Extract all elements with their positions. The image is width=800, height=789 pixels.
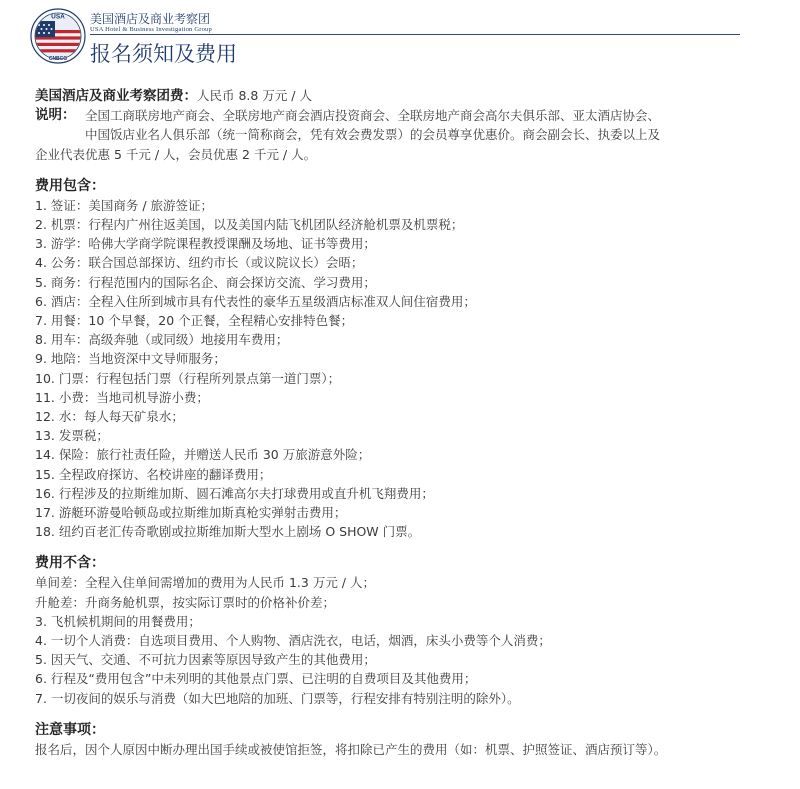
note-label: 说明：	[35, 107, 76, 124]
list-item: 11. 小费：当地司机导游小费；	[35, 389, 209, 405]
list-item: 6. 酒店：全程入住所到城市具有代表性的豪华五星级酒店标准双人间住宿费用；	[35, 293, 476, 309]
list-item: 升舱差：升商务舱机票，按实际订票时的价格补价差；	[35, 594, 336, 610]
page-header	[30, 8, 790, 70]
fee-line	[35, 86, 790, 106]
list-item: 13. 发票税；	[35, 428, 109, 444]
list-item: 10. 门票：行程包括门票（行程所列景点第一道门票）；	[35, 370, 341, 386]
list-item: 3. 游学：哈佛大学商学院课程教授课酬及场地、证书等费用；	[35, 236, 376, 252]
list-item: 7. 一切夜间的娱乐与消费（如大巴地陪的加班、门票等，行程安排有特别注明的除外）。	[35, 690, 520, 706]
main-content	[35, 86, 790, 759]
note-text	[85, 106, 790, 144]
list-item: 5. 因天气、交通、不可抗力因素等原因导致产生的其他费用；	[35, 652, 376, 668]
list-item: 9. 地陪：当地资深中文导师服务；	[35, 351, 226, 367]
list-item: 4. 公务：联合国总部探访、纽约市长（或议院议长）会晤；	[35, 255, 364, 271]
list-item: 6. 行程及“费用包含”中未列明的其他景点门票、已注明的自费项目及其他费用；	[35, 671, 477, 687]
logo-usa-text: USA	[51, 13, 65, 21]
list-item: 14. 保险：旅行社责任险，并赠送人民币 30 万旅游意外险；	[35, 447, 371, 463]
list-item: 单间差：全程入住单间需增加的费用为人民币 1.3 万元 / 人；	[35, 575, 375, 591]
note-line: 全国工商联房地产商会、全联房地产商会酒店投资商会、全联房地产商会高尔夫俱乐部、亚太酒店协会、	[85, 108, 661, 124]
excluded-list	[35, 573, 790, 707]
list-item: 12. 水：每人每天矿泉水；	[35, 409, 184, 425]
fee-label: 美国酒店及商业考察团费：	[35, 88, 197, 104]
note-block	[35, 106, 790, 144]
page-title: 报名须知及费用	[90, 42, 237, 66]
list-item: 17. 游艇环游曼哈顿岛或拉斯维加斯真枪实弹射击费用；	[35, 505, 347, 521]
list-item: 18. 纽约百老汇传奇歌剧或拉斯维加斯大型水上剧场 O SHOW 门票。	[35, 524, 421, 540]
org-name-en: USA Hotel & Business Investigation Group	[90, 26, 212, 33]
list-item: 7. 用餐：10 个早餐，20 个正餐，全程精心安排特色餐；	[35, 313, 354, 329]
note-line: 企业代表优惠 5 千元 / 人，会员优惠 2 千元 / 人。	[35, 146, 317, 162]
list-item: 8. 用车：高级奔驰（或同级）地接用车费用；	[35, 332, 289, 348]
fee-value: 人民币 8.8 万元 / 人	[197, 88, 312, 103]
list-item: 5. 商务：行程范围内的国际名企、商会探访交流、学习费用；	[35, 274, 376, 290]
logo-bottom-text: CNBCG	[48, 56, 68, 62]
list-item: 1. 签证：美国商务 / 旅游签证；	[35, 197, 214, 213]
list-item: 3. 飞机候机期间的用餐费用；	[35, 613, 201, 629]
header-divider	[90, 34, 740, 35]
list-item: 2. 机票：行程内广州往返美国，以及美国内陆飞机团队经济舱机票及机票税；	[35, 217, 464, 233]
list-item: 15. 全程政府探访、名校讲座的翻译费用；	[35, 466, 272, 482]
notice-title: 注意事项：	[35, 721, 105, 738]
notice-text: 报名后，因个人原因中断办理出国手续或被使馆拒签，将扣除已产生的费用（如：机票、护照签证、酒店预订等）。	[35, 741, 667, 757]
usa-flag-seal-logo	[30, 8, 86, 64]
list-item: 4. 一切个人消费：自选项目费用、个人购物、酒店洗衣，电话，烟酒，床头小费等个人消费；	[35, 633, 551, 649]
note-line: 中国饭店业名人俱乐部（统一简称商会，凭有效会费发票）的会员尊享优惠价。商会副会长、执委以上及	[85, 127, 661, 143]
org-name-cn: 美国酒店及商业考察团	[90, 12, 211, 26]
excluded-title: 费用不含：	[35, 555, 105, 572]
included-list	[35, 196, 790, 542]
list-item: 16. 行程涉及的拉斯维加斯、圆石滩高尔夫打球费用或直升机飞翔费用；	[35, 485, 434, 501]
included-title: 费用包含：	[35, 177, 105, 194]
